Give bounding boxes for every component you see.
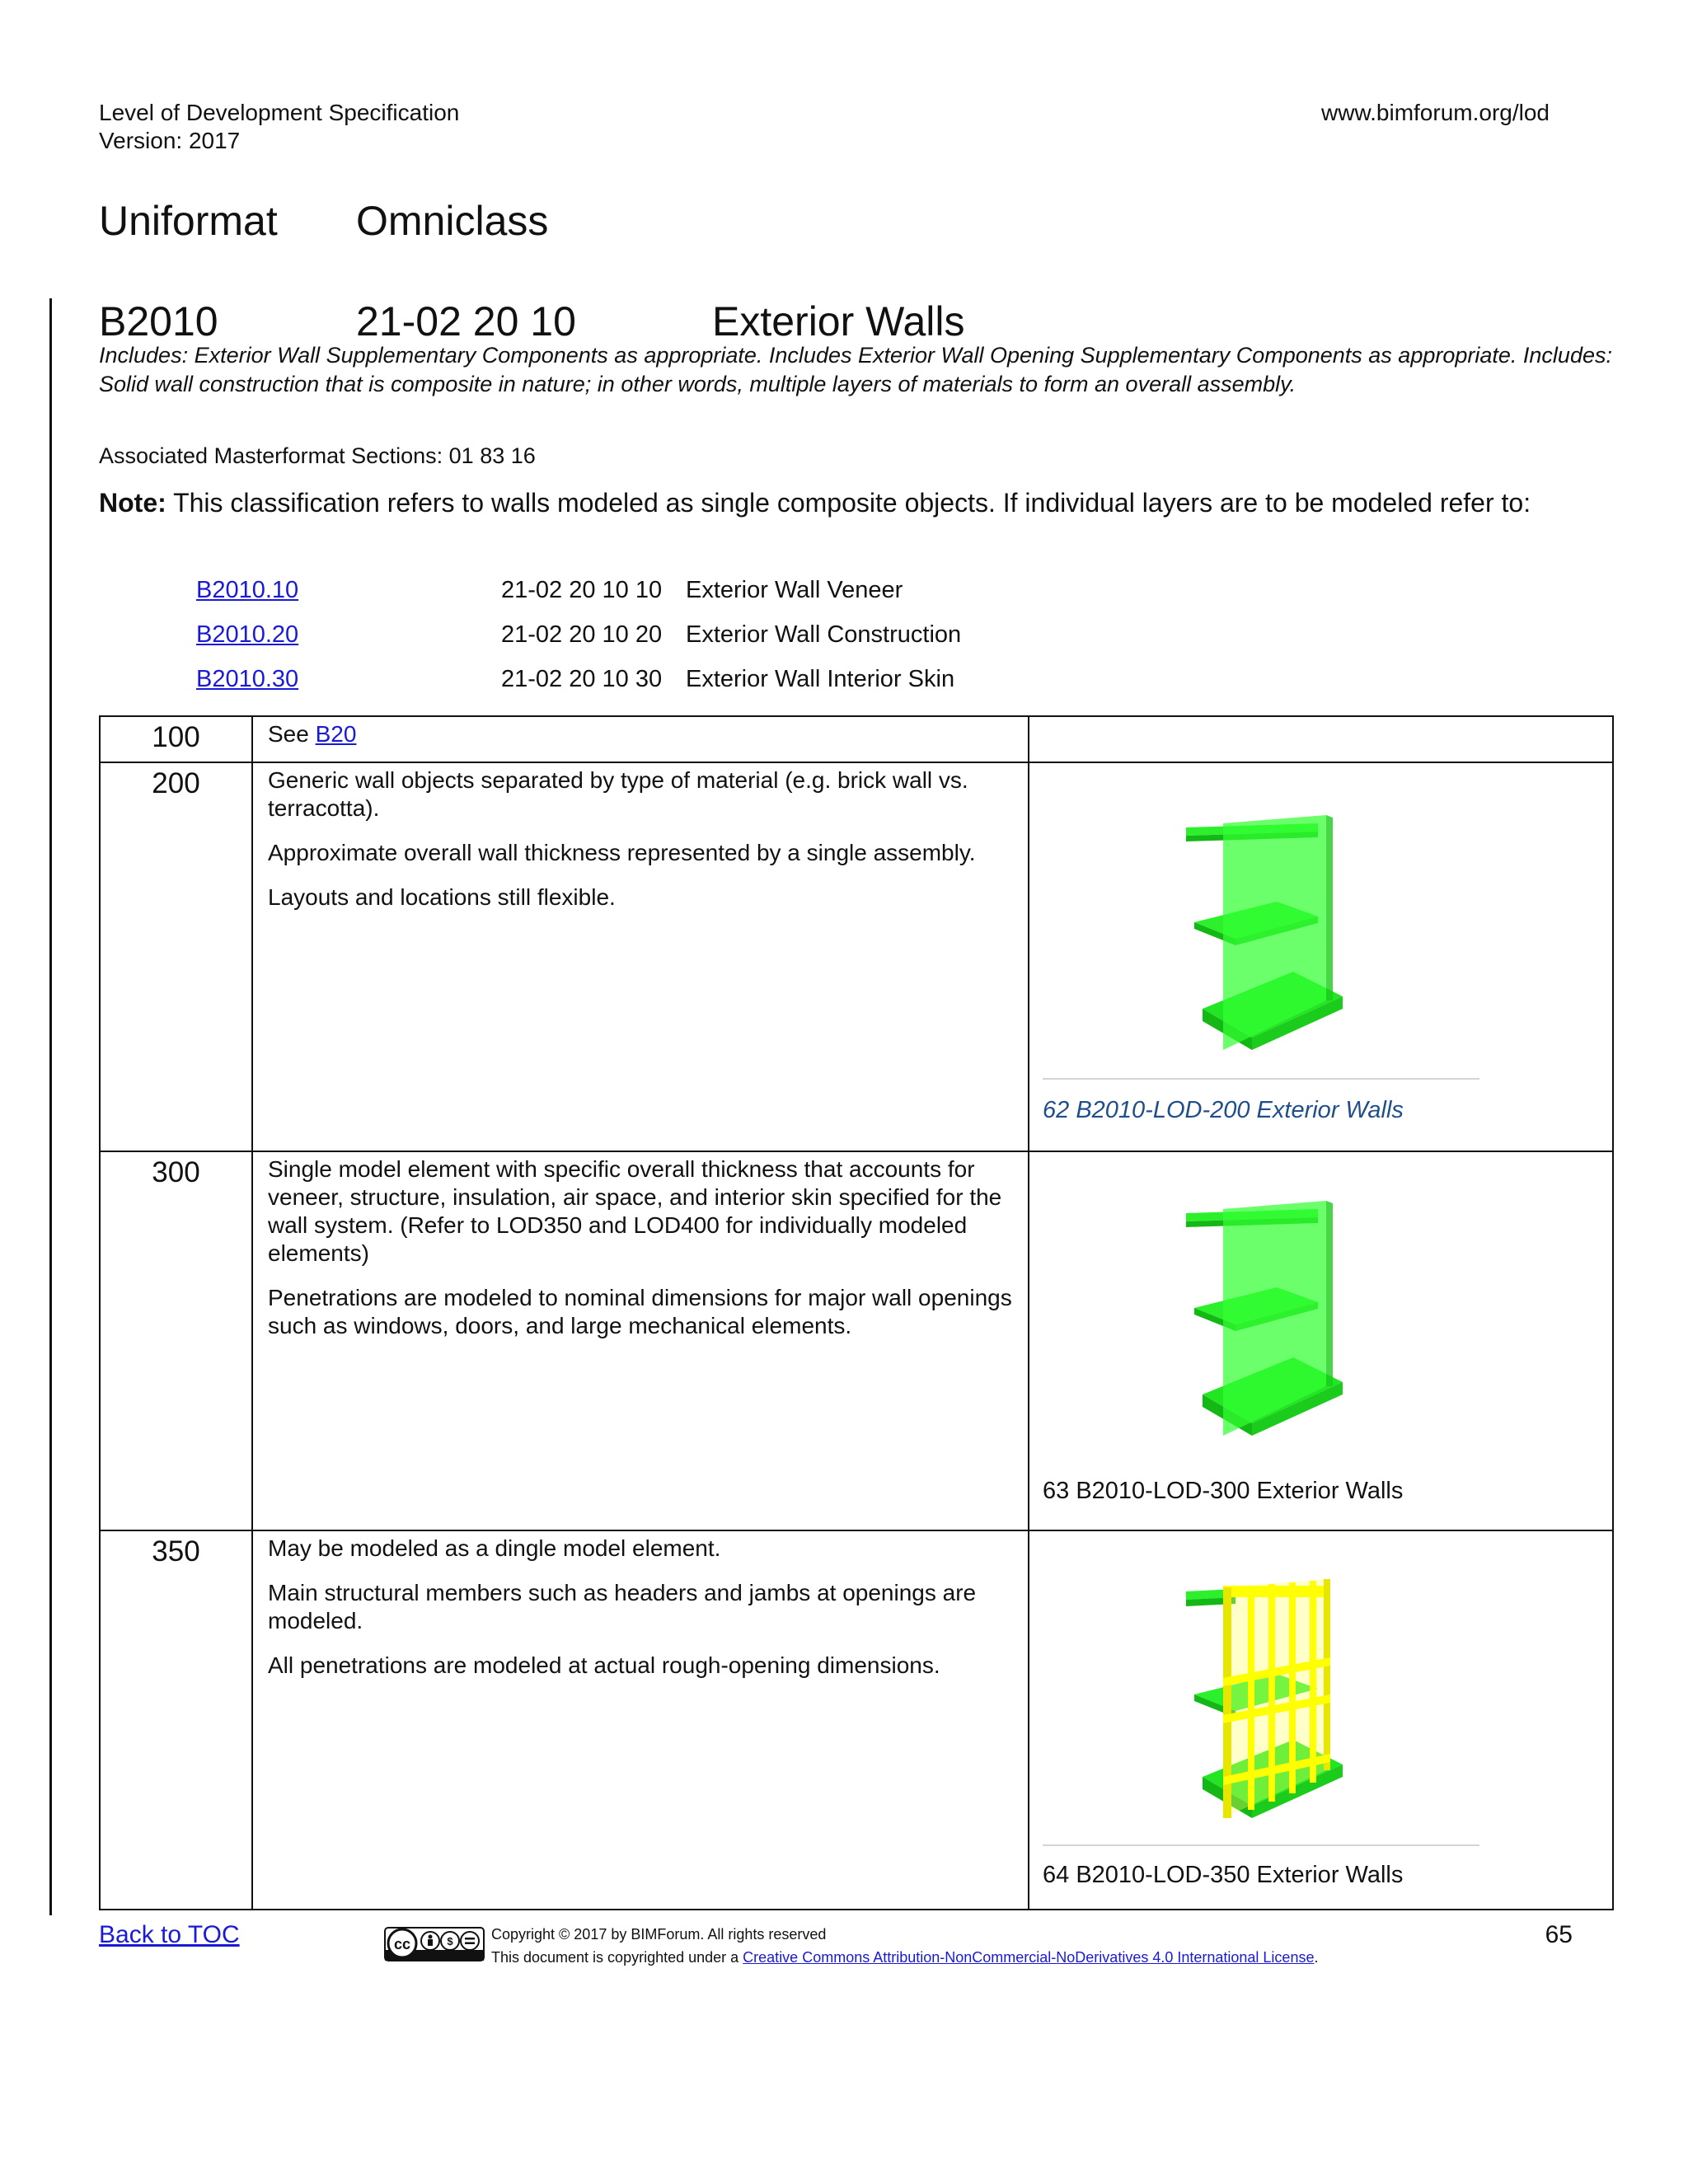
sub-element-link-1[interactable]: B2010.10 — [196, 577, 299, 603]
license-link[interactable]: Creative Commons Attribution-NonCommercial-NoDerivatives 4.0 International License — [743, 1949, 1315, 1966]
lod-image-cell — [1029, 762, 1613, 1151]
license-suffix: . — [1314, 1949, 1319, 1966]
lod-row-350 — [100, 1530, 1613, 1910]
back-to-toc-link[interactable]: Back to TOC — [99, 1921, 240, 1948]
wall-model-lod200-image — [1186, 811, 1351, 1058]
lod-paragraph: Penetrations are modeled to nominal dimensions for major wall openings such as windows, doors, and large mechanical elements. — [268, 1285, 1012, 1338]
element-name: Exterior Walls — [712, 298, 965, 344]
lod-level: 300 — [100, 1151, 252, 1530]
lod-paragraph: All penetrations are modeled at actual rough-opening dimensions. — [268, 1652, 940, 1678]
figure-caption: 62 B2010-LOD-200 Exterior Walls — [1043, 1097, 1404, 1123]
wall-model-lod300-image — [1186, 1197, 1351, 1444]
sub-element-name-3: Exterior Wall Interior Skin — [686, 666, 955, 692]
lod-description — [252, 716, 1029, 762]
cc-by-nc-nd-icon — [384, 1927, 485, 1961]
lod-image-cell — [1029, 1530, 1613, 1910]
spec-version: Version: 2017 — [99, 128, 241, 153]
lod-description — [252, 762, 1029, 1151]
sub-element-link-2[interactable]: B2010.20 — [196, 621, 299, 648]
lod-paragraph: Single model element with specific overall thickness that accounts for veneer, structure, insulation, air space, and interior skin specified for the wall system. (Refer to LOD350 and LOD400 for individually modeled elements) — [268, 1156, 1002, 1266]
uniformat-heading: Uniformat — [99, 198, 278, 244]
caption-rule — [1043, 1844, 1479, 1846]
page-number: 65 — [1545, 1921, 1573, 1948]
wall-model-lod350-image — [1186, 1579, 1351, 1826]
spec-title: Level of Development Specification — [99, 100, 460, 125]
lod-image-cell — [1029, 1151, 1613, 1530]
lod-paragraph: Generic wall objects separated by type of material (e.g. brick wall vs. terracotta). — [268, 767, 968, 821]
lod-level: 200 — [100, 762, 252, 1151]
license-statement — [491, 1947, 1318, 1968]
see-b20-link[interactable]: B20 — [315, 721, 357, 747]
note-text: This classification refers to walls modeled as single composite objects. If individual layers are to be modeled refer to: — [166, 488, 1531, 518]
omniclass-code: 21-02 20 10 — [356, 298, 576, 344]
lod-row-100 — [100, 716, 1613, 762]
sub-element-link-3[interactable]: B2010.30 — [196, 666, 299, 692]
change-bar — [49, 298, 52, 1915]
lod-paragraph: May be modeled as a dingle model element. — [268, 1535, 721, 1561]
figure-caption: 63 B2010-LOD-300 Exterior Walls — [1043, 1478, 1404, 1504]
lod-level: 100 — [100, 716, 252, 762]
lod-paragraph: Approximate overall wall thickness represented by a single assembly. — [268, 840, 976, 865]
uniformat-code: B2010 — [99, 298, 218, 344]
note-label: Note: — [99, 488, 166, 518]
lod-paragraph: Main structural members such as headers and jambs at openings are modeled. — [268, 1580, 977, 1633]
lod-row-200 — [100, 762, 1613, 1151]
lod-paragraph: Layouts and locations still flexible. — [268, 884, 616, 910]
sub-element-name-1: Exterior Wall Veneer — [686, 577, 903, 603]
figure-caption: 64 B2010-LOD-350 Exterior Walls — [1043, 1862, 1404, 1888]
lod-image-cell — [1029, 716, 1613, 762]
associated-sections: Associated Masterformat Sections: 01 83 16 — [99, 443, 536, 468]
omniclass-heading: Omniclass — [356, 198, 549, 244]
sub-element-name-2: Exterior Wall Construction — [686, 621, 962, 648]
lod-level: 350 — [100, 1530, 252, 1910]
header-url: www.bimforum.org/lod — [1321, 100, 1550, 125]
sub-element-omniclass-1: 21-02 20 10 10 — [501, 577, 663, 603]
svg-text:cc: cc — [393, 1936, 411, 1952]
sub-element-omniclass-2: 21-02 20 10 20 — [501, 621, 663, 648]
svg-text:$: $ — [447, 1935, 453, 1947]
lod-table — [99, 715, 1614, 1910]
lod-description — [252, 1151, 1029, 1530]
note-paragraph — [99, 486, 1615, 519]
sub-element-omniclass-3: 21-02 20 10 30 — [501, 666, 663, 692]
lod-description — [252, 1530, 1029, 1910]
copyright-text: Copyright © 2017 by BIMForum. All rights reserved — [491, 1926, 827, 1943]
caption-rule — [1043, 1078, 1479, 1080]
lod-row-300 — [100, 1151, 1613, 1530]
license-prefix: This document is copyrighted under a — [491, 1949, 743, 1966]
includes-text: Includes: Exterior Wall Supplementary Components as appropriate. Includes Exterior Wall Opening Supplementary Components as appropriate. Includes: Solid wall construction that is composite in nature; in other words, multiple layers of materials to form an overall assembly. — [99, 343, 1612, 396]
see-prefix: See — [268, 721, 316, 747]
